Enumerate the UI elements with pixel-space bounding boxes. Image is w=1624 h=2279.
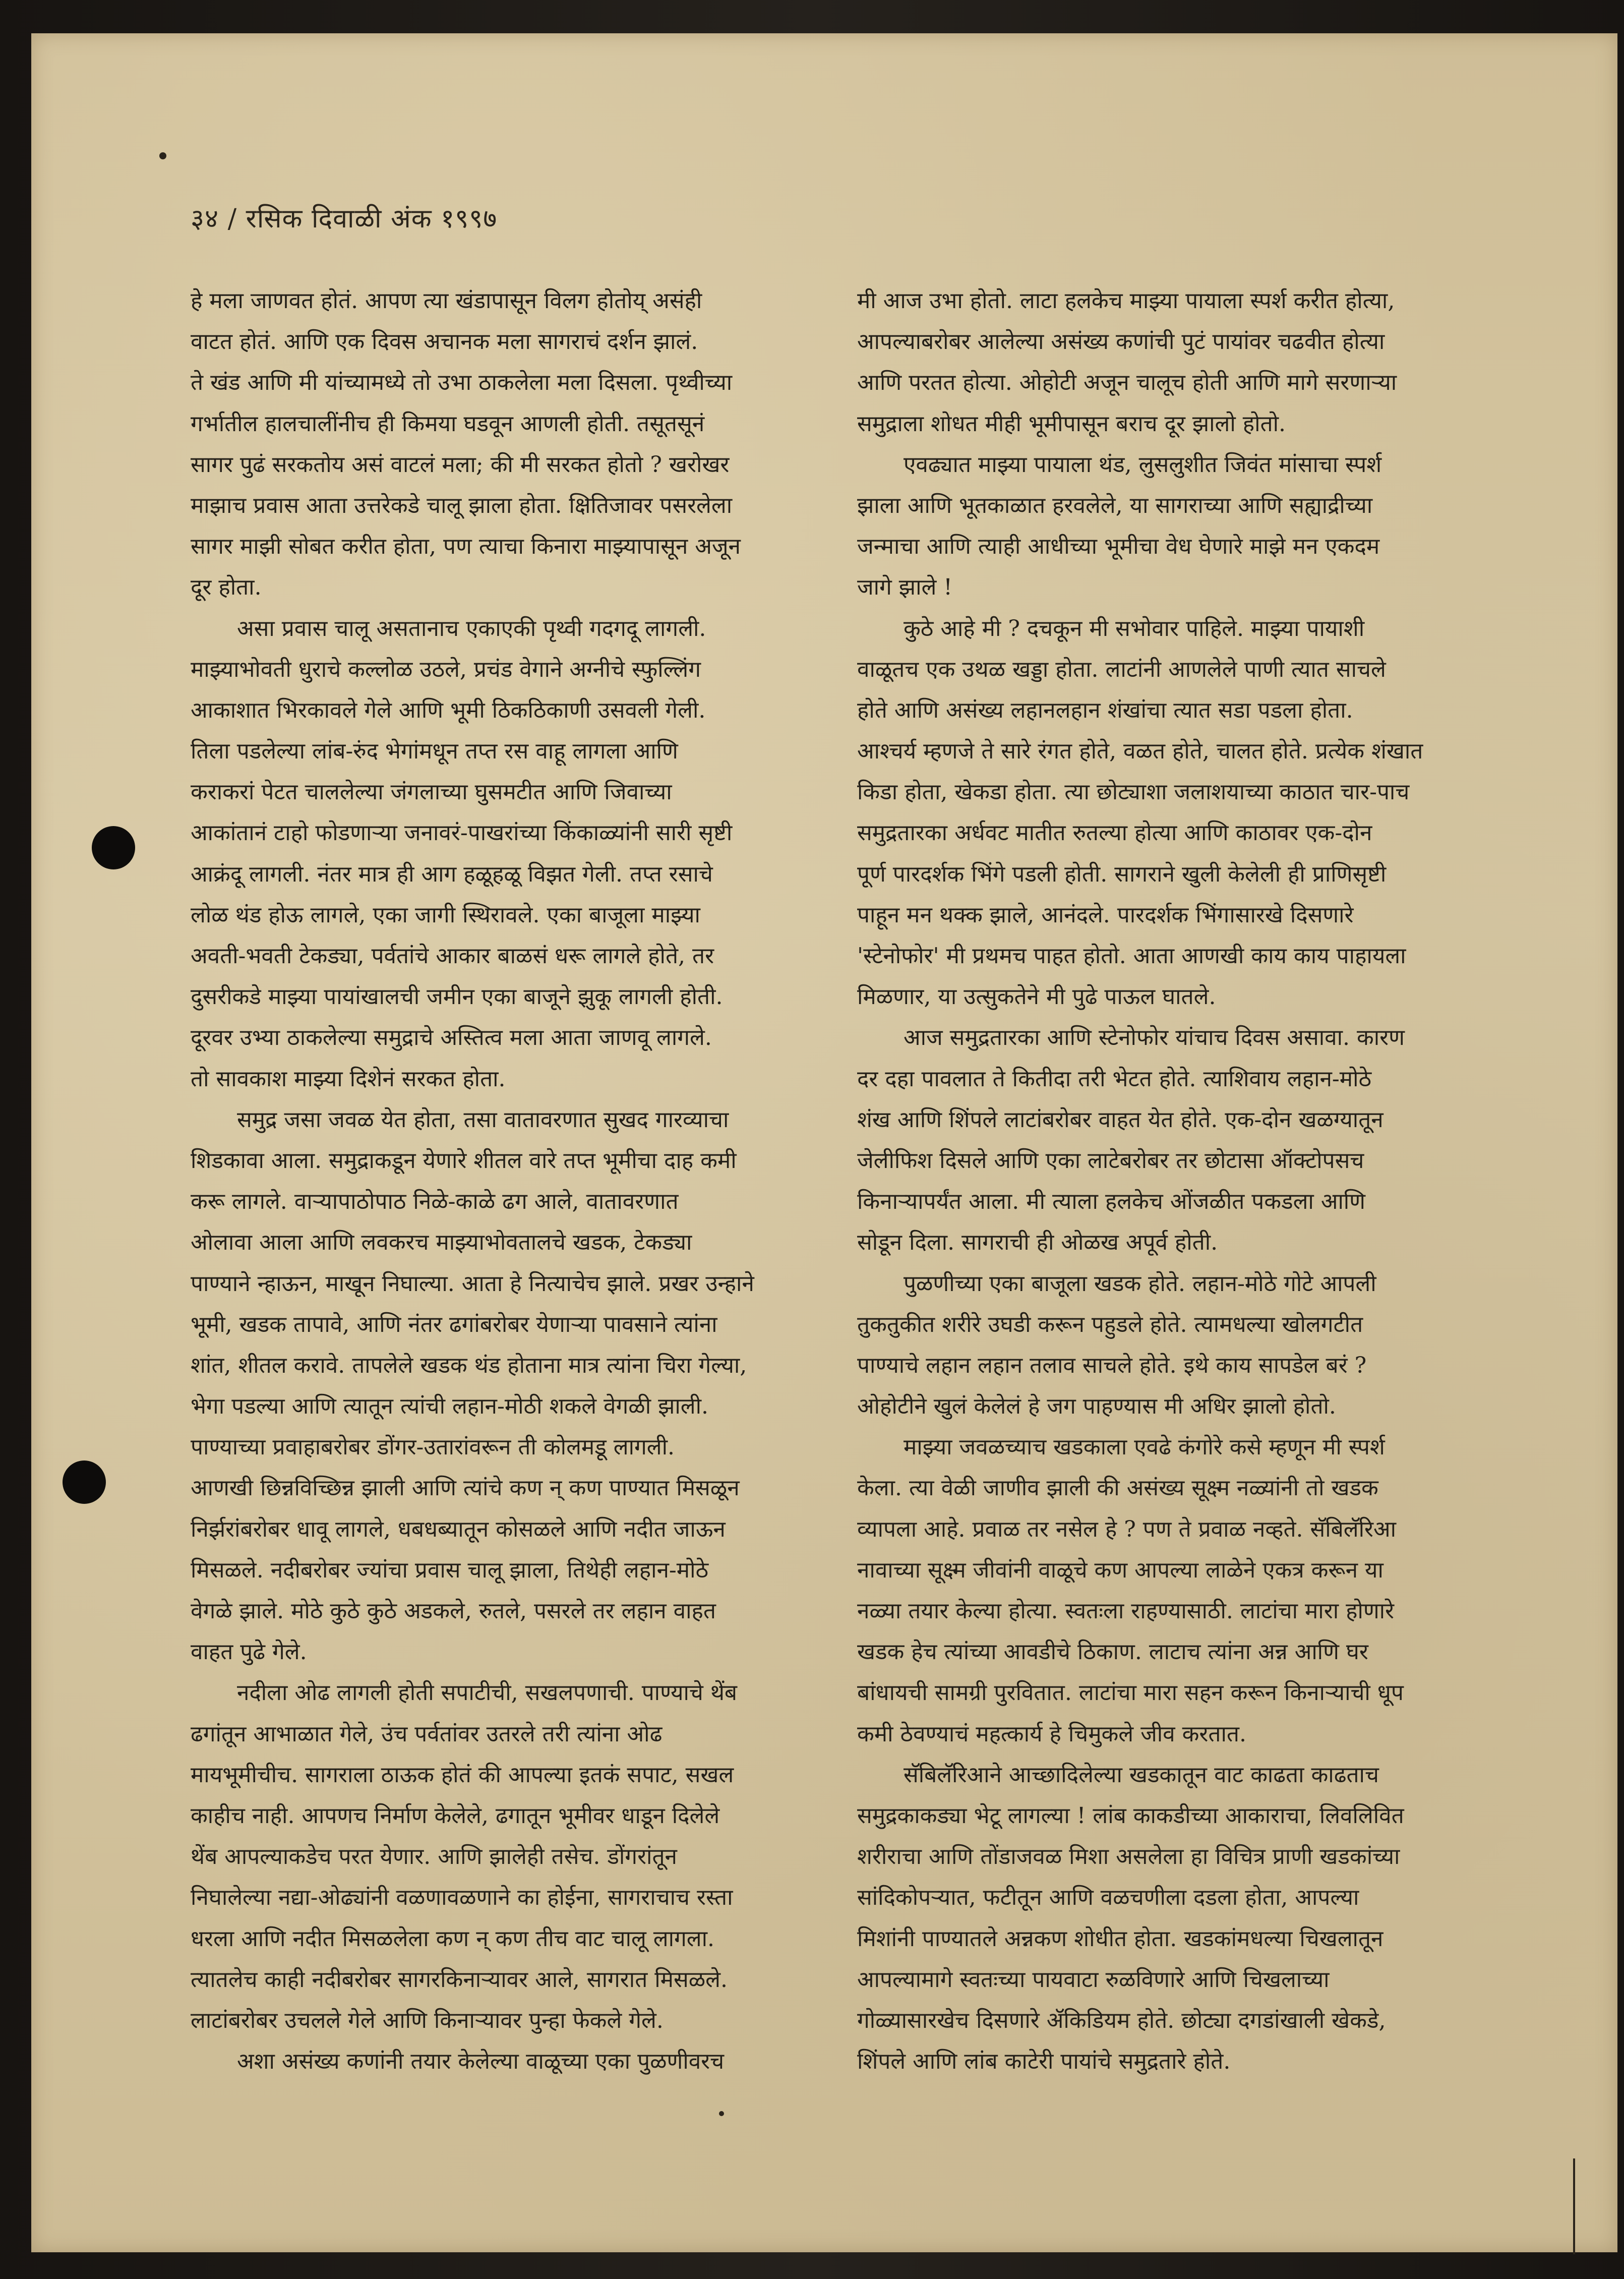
text-line: केला. त्या वेळी जाणीव झाली की असंख्य सूक्ष्म नळ्यांनी तो खडक bbox=[857, 1475, 1378, 1501]
text-line: शांत, शीतल करावे. तापलेले खडक थंड होताना मात्र त्यांना चिरा गेल्या, bbox=[191, 1352, 747, 1378]
text-line: भूमी, खडक तापावे, आणि नंतर ढगांबरोबर येणाऱ्या पावसाने त्यांना bbox=[191, 1311, 717, 1337]
text-line: नळ्या तयार केल्या होत्या. स्वतःला राहण्यासाठी. लाटांचा मारा होणारे bbox=[857, 1598, 1395, 1624]
text-line: पाण्याच्या प्रवाहाबरोबर डोंगर-उतारांवरून ती कोलमडू लागली. bbox=[191, 1434, 675, 1460]
text-line: माझाच प्रवास आता उत्तरेकडे चालू झाला होता. क्षितिजावर पसरलेला bbox=[191, 492, 733, 518]
text-line: करू लागले. वाऱ्यापाठोपाठ निळे-काळे ढग आले, वातावरणात bbox=[191, 1189, 679, 1215]
text-line: आणि परतत होत्या. ओहोटी अजून चालूच होती आणि मागे सरणाऱ्या bbox=[857, 370, 1397, 396]
text-line: किडा होता, खेकडा होता. त्या छोट्याशा जलाशयाच्या काठात चार-पाच bbox=[857, 779, 1410, 805]
text-line: दूरवर उभ्या ठाकलेल्या समुद्राचे अस्तित्व मला आता जाणवू लागले. bbox=[191, 1025, 712, 1051]
text-line: सागर माझी सोबत करीत होता, पण त्याचा किनारा माझ्यापासून अजून bbox=[191, 534, 741, 560]
text-line: सांदिकोपऱ्यात, फटीतून आणि वळचणीला दडला होता, आपल्या bbox=[857, 1885, 1359, 1911]
text-line: दर दहा पावलात ते कितीदा तरी भेटत होते. त्याशिवाय लहान-मोठे bbox=[857, 1066, 1372, 1092]
text-line: पूर्ण पारदर्शक भिंगे पडली होती. सागराने खुली केलेली ही प्राणिसृष्टी bbox=[857, 861, 1387, 887]
text-line: ते खंड आणि मी यांच्यामध्ये तो उभा ठाकलेला मला दिसला. पृथ्वीच्या bbox=[191, 370, 733, 396]
text-line: आज समुद्रतारका आणि स्टेनोफोर यांचाच दिवस असावा. कारण bbox=[904, 1025, 1405, 1051]
text-line: वेगळे झाले. मोठे कुठे कुठे अडकले, रुतले, पसरले तर लहान वाहत bbox=[191, 1598, 716, 1624]
punch-hole bbox=[63, 1460, 106, 1504]
text-line: आकाशात भिरकावले गेले आणि भूमी ठिकठिकाणी उसवली गेली. bbox=[191, 697, 706, 723]
text-line: आकांतानं टाहो फोडणाऱ्या जनावरं-पाखरांच्या किंकाळ्यांनी सारी सृष्टी bbox=[191, 820, 733, 846]
text-line: समुद्रकाकड्या भेटू लागल्या ! लांब काकडीच्या आकाराचा, लिवलिवित bbox=[857, 1802, 1404, 1829]
ink-speck bbox=[159, 152, 166, 159]
text-line: नावाच्या सूक्ष्म जीवांनी वाळूचे कण आपल्या लाळेने एकत्र करून या bbox=[857, 1557, 1384, 1583]
text-line: शिडकावा आला. समुद्राकडून येणारे शीतल वारे तप्त भूमीचा दाह कमी bbox=[191, 1147, 737, 1174]
text-line: ओलावा आला आणि लवकरच माझ्याभोवतालचे खडक, टेकड्या bbox=[191, 1230, 692, 1256]
text-line: तिला पडलेल्या लांब-रुंद भेगांमधून तप्त रस वाहू लागला आणि bbox=[191, 738, 678, 765]
text-line: मिशांनी पाण्यातले अन्नकण शोधीत होता. खडकांमधल्या चिखलातून bbox=[857, 1925, 1384, 1952]
text-line: तो सावकाश माझ्या दिशेनं सरकत होता. bbox=[191, 1066, 506, 1092]
text-line: बांधायची सामग्री पुरवितात. लाटांचा मारा सहन करून किनाऱ्याची धूप bbox=[857, 1680, 1404, 1706]
text-line: होते आणि असंख्य लहानलहान शंखांचा त्यात सडा पडला होता. bbox=[857, 697, 1353, 723]
text-line: हे मला जाणवत होतं. आपण त्या खंडापासून विलग होतोय् असंही bbox=[191, 288, 702, 314]
text-line: कुठे आहे मी ? दचकून मी सभोवार पाहिले. माझ्या पायाशी bbox=[904, 615, 1365, 641]
text-line: मी आज उभा होतो. लाटा हलकेच माझ्या पायाला स्पर्श करीत होत्या, bbox=[857, 288, 1395, 314]
text-line: माझ्या जवळच्याच खडकाला एवढे कंगोरे कसे म्हणून मी स्पर्श bbox=[904, 1434, 1385, 1460]
text-line: मायभूमीचीच. सागराला ठाऊक होतं की आपल्या इतकं सपाट, सखल bbox=[191, 1762, 734, 1788]
text-line: तुकतुकीत शरीरे उघडी करून पहुडले होते. त्यामधल्या खोलगटीत bbox=[857, 1311, 1363, 1337]
text-line: लाटांबरोबर उचलले गेले आणि किनाऱ्यावर पुन्हा फेकले गेले. bbox=[191, 2007, 664, 2033]
text-line: शिंपले आणि लांब काटेरी पायांचे समुद्रतारे होते. bbox=[857, 2049, 1231, 2075]
text-line: लोळ थंड होऊ लागले, एका जागी स्थिरावले. एका बाजूला माझ्या bbox=[191, 902, 700, 928]
page-header: ३४ / रसिक दिवाळी अंक १९९७ bbox=[191, 204, 498, 234]
text-line: काहीच नाही. आपणच निर्माण केलेले, ढगातून भूमीवर धाडून दिलेले bbox=[191, 1802, 720, 1829]
text-line: अशा असंख्य कणांनी तयार केलेल्या वाळूच्या एका पुळणीवरच bbox=[237, 2049, 725, 2075]
text-line: निघालेल्या नद्या-ओढ्यांनी वळणावळणाने का होईना, सागराचाच रस्ता bbox=[191, 1885, 733, 1911]
text-line: किनाऱ्यापर्यंत आला. मी त्याला हलकेच ओंजळीत पकडला आणि bbox=[857, 1189, 1365, 1215]
text-line: मिसळले. नदीबरोबर ज्यांचा प्रवास चालू झाला, तिथेही लहान-मोठे bbox=[191, 1557, 709, 1583]
text-line: गर्भातील हालचालींनीच ही किमया घडवून आणली होती. तसूतसूनं bbox=[191, 411, 705, 437]
text-line: पुळणीच्या एका बाजूला खडक होते. लहान-मोठे गोटे आपली bbox=[904, 1270, 1376, 1297]
text-line: समुद्र जसा जवळ येत होता, तसा वातावरणात सुखद गारव्याचा bbox=[237, 1106, 729, 1133]
text-line: असा प्रवास चालू असतानाच एकाएकी पृथ्वी गदगदू लागली. bbox=[237, 615, 706, 641]
text-line: दुसरीकडे माझ्या पायांखालची जमीन एका बाजूने झुकू लागली होती. bbox=[191, 984, 723, 1010]
text-line: सोडून दिला. सागराची ही ओळख अपूर्व होती. bbox=[857, 1230, 1218, 1256]
text-line: पाण्याचे लहान लहान तलाव साचले होते. इथे काय सापडेल बरं ? bbox=[857, 1352, 1367, 1378]
text-line: शरीराचा आणि तोंडाजवळ मिशा असलेला हा विचित्र प्राणी खडकांच्या bbox=[857, 1844, 1400, 1870]
text-line: समुद्राला शोधत मीही भूमीपासून बराच दूर झालो होतो. bbox=[857, 411, 1286, 437]
text-line: धरला आणि नदीत मिसळलेला कण न् कण तीच वाट चालू लागला. bbox=[191, 1925, 714, 1952]
text-line: गोळ्यासारखेच दिसणारे ॲकिडियम होते. छोट्या दगडांखाली खेकडे, bbox=[857, 2007, 1386, 2033]
text-line: झाला आणि भूतकाळात हरवलेले, या सागराच्या आणि सह्याद्रीच्या bbox=[857, 492, 1373, 518]
edge-mark bbox=[1573, 2158, 1575, 2254]
text-line: आपल्याबरोबर आलेल्या असंख्य कणांची पुटं पायांवर चढवीत होत्या bbox=[857, 329, 1385, 355]
text-column-right bbox=[857, 280, 1497, 2082]
text-line: जागे झाले ! bbox=[857, 574, 952, 601]
text-line: व्यापला आहे. प्रवाळ तर नसेल हे ? पण ते प्रवाळ नव्हते. सॅबिलॅरिआ bbox=[857, 1516, 1396, 1542]
text-line: सॅबिलॅरिआने आच्छादिलेल्या खडकातून वाट काढता काढताच bbox=[904, 1762, 1379, 1788]
text-line: आणखी छिन्नविच्छिन्न झाली आणि त्यांचे कण न् कण पाण्यात मिसळून bbox=[191, 1475, 740, 1501]
text-line: कराकरां पेटत चाललेल्या जंगलाच्या घुसमटीत आणि जिवाच्या bbox=[191, 779, 672, 805]
text-line: माझ्याभोवती धुराचे कल्लोळ उठले, प्रचंड वेगाने अग्नीचे स्फुल्लिंग bbox=[191, 656, 701, 682]
text-line: निर्झरांबरोबर धावू लागले, धबधब्यातून कोसळले आणि नदीत जाऊन bbox=[191, 1516, 726, 1542]
text-line: त्यातलेच काही नदीबरोबर सागरकिनाऱ्यावर आले, सागरात मिसळले. bbox=[191, 1966, 728, 1993]
ink-speck bbox=[719, 2111, 724, 2116]
text-line: समुद्रतारका अर्धवट मातीत रुतल्या होत्या आणि काठावर एक-दोन bbox=[857, 820, 1372, 846]
punch-hole bbox=[92, 826, 135, 869]
text-column-left bbox=[191, 280, 831, 2082]
text-line: खडक हेच त्यांच्या आवडीचे ठिकाण. लाटाच त्यांना अन्न आणि घर bbox=[857, 1639, 1368, 1665]
text-line: पाहून मन थक्क झाले, आनंदले. पारदर्शक भिंगासारखे दिसणारे bbox=[857, 902, 1354, 928]
text-line: भेगा पडल्या आणि त्यातून त्यांची लहान-मोठी शकले वेगळी झाली. bbox=[191, 1393, 708, 1420]
text-line: कमी ठेवण्याचं महत्कार्य हे चिमुकले जीव करतात. bbox=[857, 1721, 1246, 1747]
text-line: ओहोटीने खुलं केलेलं हे जग पाहण्यास मी अधिर झालो होतो. bbox=[857, 1393, 1336, 1420]
text-line: वाळूतच एक उथळ खड्डा होता. लाटांनी आणलेले पाणी त्यात साचले bbox=[857, 656, 1386, 682]
text-line: एवढ्यात माझ्या पायाला थंड, लुसलुशीत जिवंत मांसाचा स्पर्श bbox=[904, 451, 1382, 478]
text-line: वाटत होतं. आणि एक दिवस अचानक मला सागराचं दर्शन झालं. bbox=[191, 329, 698, 355]
text-line: जन्माचा आणि त्याही आधीच्या भूमीचा वेध घेणारे माझे मन एकदम bbox=[857, 534, 1380, 560]
text-line: शंख आणि शिंपले लाटांबरोबर वाहत येत होते. एक-दोन खळग्यातून bbox=[857, 1106, 1384, 1133]
text-line: 'स्टेनोफोर' मी प्रथमच पाहत होतो. आता आणखी काय काय पाहायला bbox=[857, 943, 1406, 969]
text-line: आक्रंदू लागली. नंतर मात्र ही आग हळूहळू विझत गेली. तप्त रसाचे bbox=[191, 861, 713, 887]
text-line: अवती-भवती टेकड्या, पर्वतांचे आकार बाळसं धरू लागले होते, तर bbox=[191, 943, 714, 969]
text-line: नदीला ओढ लागली होती सपाटीची, सखलपणाची. पाण्याचे थेंब bbox=[237, 1680, 738, 1706]
text-line: ढगांतून आभाळात गेले, उंच पर्वतांवर उतरले तरी त्यांना ओढ bbox=[191, 1721, 663, 1747]
text-line: दूर होता. bbox=[191, 574, 262, 601]
text-line: जेलीफिश दिसले आणि एका लाटेबरोबर तर छोटासा ऑक्टोपसच bbox=[857, 1147, 1364, 1174]
text-line: आश्चर्य म्हणजे ते सारे रंगत होते, वळत होते, चालत होते. प्रत्येक शंखात bbox=[857, 738, 1423, 765]
text-line: पाण्याने न्हाऊन, माखून निघाल्या. आता हे नित्याचेच झाले. प्रखर उन्हाने bbox=[191, 1270, 754, 1297]
text-line: वाहत पुढे गेले. bbox=[191, 1639, 307, 1665]
text-line: मिळणार, या उत्सुकतेने मी पुढे पाऊल घातले. bbox=[857, 984, 1216, 1010]
text-line: सागर पुढं सरकतोय असं वाटलं मला; की मी सरकत होतो ? खरोखर bbox=[191, 451, 730, 478]
text-line: थेंब आपल्याकडेच परत येणार. आणि झालेही तसेच. डोंगरांतून bbox=[191, 1844, 677, 1870]
text-line: आपल्यामागे स्वतःच्या पायवाटा रुळविणारे आणि चिखलाच्या bbox=[857, 1966, 1330, 1993]
